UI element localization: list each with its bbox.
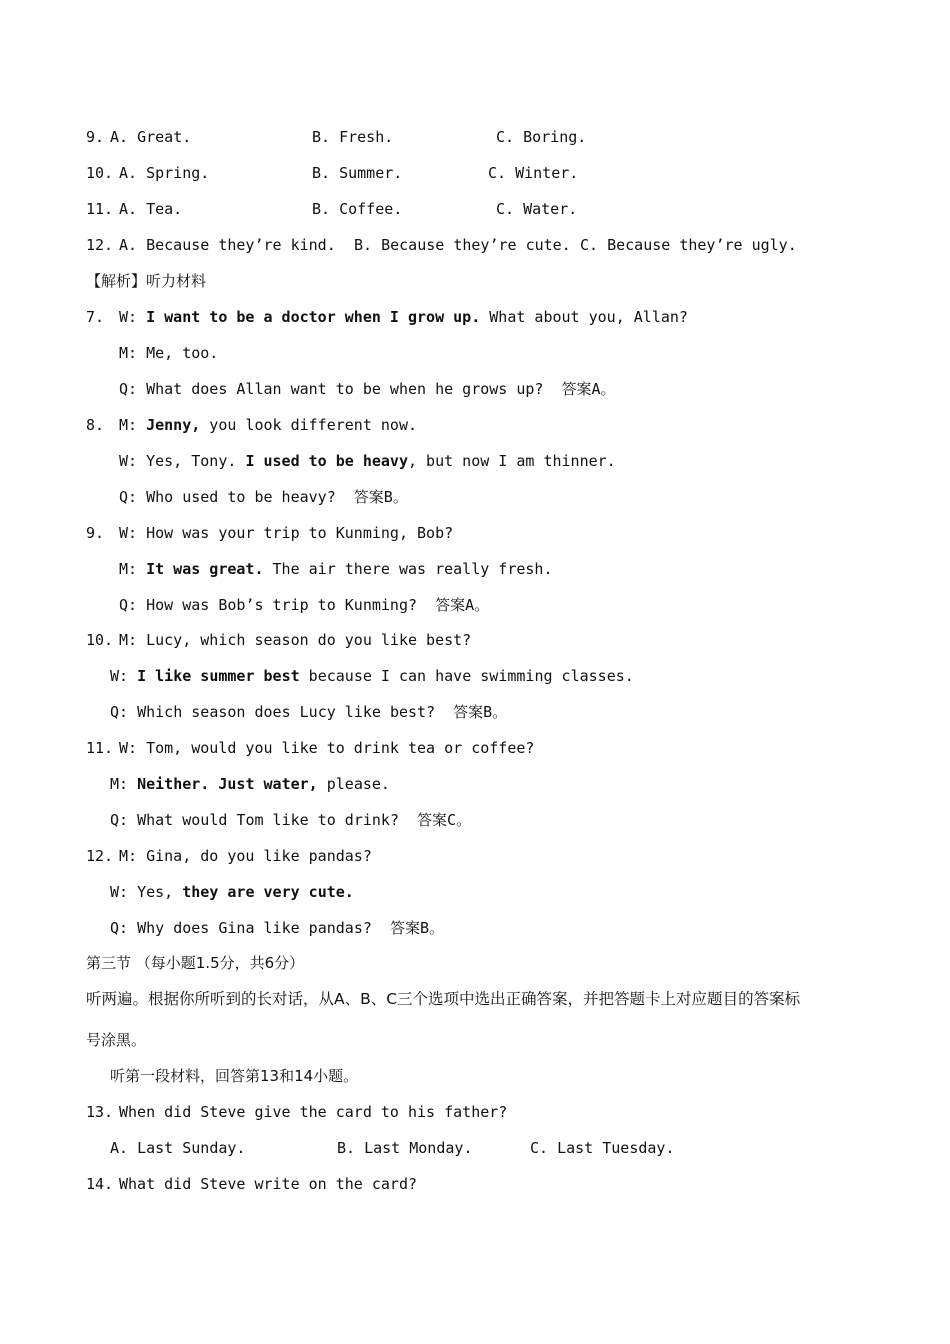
question-13-option-a: A. Last Sunday. (110, 1139, 246, 1157)
line-text: , but now I am thinner. (408, 452, 616, 470)
analysis-header: 【解析】听力材料 (86, 272, 207, 290)
question-13-option-c: C. Last Tuesday. (530, 1139, 675, 1157)
question-11-option-a: A. Tea. (119, 200, 183, 218)
key-phrase: Neither. Just water, (137, 775, 318, 793)
question-9-number: 9. (86, 128, 105, 146)
line-text: please. (317, 775, 390, 793)
transcript-12-line-q (110, 918, 444, 938)
question-13-text: When did Steve give the card to his father? (119, 1103, 508, 1121)
speaker-label: W: (119, 524, 138, 542)
speaker-label: W: (110, 667, 129, 685)
line-text: Lucy, which season do you like best? (146, 631, 472, 649)
line-text: Gina, do you like pandas? (146, 847, 372, 865)
transcript-7-line-q (119, 379, 616, 399)
line-text: How was your trip to Kunming, Bob? (146, 524, 454, 542)
key-phrase: I like summer best (137, 667, 300, 685)
transcript-9-line-m (119, 559, 552, 579)
speaker-label: Q: (119, 380, 138, 398)
question-10-number: 10. (86, 164, 114, 182)
question-12-option-b: B. Because they’re cute. (354, 236, 571, 254)
speaker-label: Q: (110, 703, 129, 721)
transcript-11-line-w (119, 738, 534, 758)
question-9-option-a: A. Great. (110, 128, 192, 146)
question-11-option-b: B. Coffee. (312, 200, 403, 218)
section-3-instruction-line-2: 号涂黑。 (86, 1031, 147, 1049)
question-12-option-a: A. Because they’re kind. (119, 236, 336, 254)
line-text: How was Bob’s trip to Kunming? 答案A。 (146, 596, 490, 614)
line-text: Why does Gina like pandas? 答案B。 (137, 919, 444, 937)
speaker-label: W: (110, 883, 129, 901)
question-11-number: 11. (86, 200, 114, 218)
transcript-8-line-q (119, 487, 408, 507)
speaker-label: W: (119, 452, 138, 470)
speaker-label: Q: (119, 596, 138, 614)
section-3-title: 第三节 （每小题1.5分，共6分） (86, 954, 305, 972)
line-text: because I can have swimming classes. (299, 667, 634, 685)
speaker-label: M: (110, 775, 129, 793)
question-10-option-b: B. Summer. (312, 164, 403, 182)
transcript-10-line-m (119, 630, 471, 650)
transcript-8-line-m (119, 415, 417, 435)
question-12-number: 12. (86, 236, 114, 254)
speaker-label: W: (119, 308, 138, 326)
question-13-number: 13. (86, 1103, 114, 1121)
question-11-option-c: C. Water. (496, 200, 578, 218)
question-9-option-b: B. Fresh. (312, 128, 394, 146)
speaker-label: Q: (110, 811, 129, 829)
question-10-option-c: C. Winter. (488, 164, 579, 182)
section-3-sub-instruction: 听第一段材料，回答第13和14小题。 (110, 1067, 359, 1085)
line-text: you look different now. (200, 416, 418, 434)
transcript-7-line-w (119, 307, 688, 327)
key-phrase: I used to be heavy (245, 452, 408, 470)
speaker-label: W: (119, 739, 138, 757)
question-13-option-b: B. Last Monday. (337, 1139, 473, 1157)
transcript-9-number: 9. (86, 524, 105, 542)
speaker-label: M: (119, 416, 138, 434)
line-text: Yes, (137, 883, 183, 901)
question-10-option-a: A. Spring. (119, 164, 210, 182)
section-3-instruction-line-1: 听两遍。根据你所听到的长对话，从A、B、C三个选项中选出正确答案，并把答题卡上对应题目的答案标 (86, 990, 801, 1008)
transcript-8-number: 8. (86, 416, 105, 434)
key-phrase: Jenny, (146, 416, 201, 434)
speaker-label: M: (119, 560, 138, 578)
question-14-text: What did Steve write on the card? (119, 1175, 418, 1193)
transcript-10-line-q (110, 702, 507, 722)
key-phrase: It was great. (146, 560, 264, 578)
speaker-label: Q: (110, 919, 129, 937)
line-text: What would Tom like to drink? 答案C。 (137, 811, 472, 829)
transcript-11-number: 11. (86, 739, 114, 757)
transcript-12-line-w (110, 882, 354, 902)
line-text: What does Allan want to be when he grows up? 答案A。 (146, 380, 616, 398)
line-text: Who used to be heavy? 答案B。 (146, 488, 408, 506)
line-text: Which season does Lucy like best? 答案B。 (137, 703, 508, 721)
transcript-12-line-m (119, 846, 372, 866)
line-text: What about you, Allan? (480, 308, 688, 326)
transcript-11-line-q (110, 810, 471, 830)
speaker-label: Q: (119, 488, 138, 506)
line-text: Me, too. (146, 344, 219, 362)
line-text: Tom, would you like to drink tea or coffee? (146, 739, 535, 757)
line-text: The air there was really fresh. (263, 560, 553, 578)
transcript-10-number: 10. (86, 631, 114, 649)
line-text: Yes, Tony. (146, 452, 246, 470)
speaker-label: M: (119, 344, 138, 362)
key-phrase: I want to be a doctor when I grow up. (146, 308, 481, 326)
question-12-option-c: C. Because they’re ugly. (580, 236, 797, 254)
question-14-number: 14. (86, 1175, 114, 1193)
speaker-label: M: (119, 631, 138, 649)
question-9-option-c: C. Boring. (496, 128, 587, 146)
transcript-9-line-q (119, 595, 489, 615)
transcript-10-line-w (110, 666, 634, 686)
speaker-label: M: (119, 847, 138, 865)
transcript-8-line-w (119, 451, 616, 471)
transcript-7-line-m (119, 343, 218, 363)
transcript-11-line-m (110, 774, 390, 794)
transcript-12-number: 12. (86, 847, 114, 865)
transcript-7-number: 7. (86, 308, 105, 326)
key-phrase: they are very cute. (182, 883, 354, 901)
transcript-9-line-w (119, 523, 453, 543)
